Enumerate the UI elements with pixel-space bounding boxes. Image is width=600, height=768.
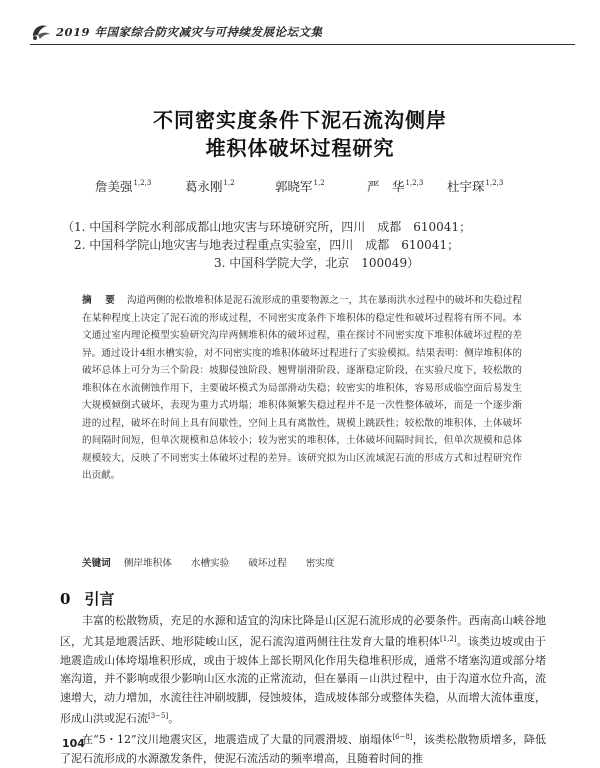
keyword: 水槽实验 [190, 558, 230, 569]
abstract [82, 292, 522, 485]
page-number: 104 [62, 737, 85, 750]
paragraph: 丰富的松散物质，充足的水源和适宜的沟床比降是山区泥石流形成的必要条件。西南高山峡谷地区，尤其是地震活跃、地形陡峻山区，泥石流沟道两侧往往发育大量的堆积体[1,2]。该类边坡或由于地震造成山体垮塌堆积形成，或由于坡体上部长期风化作用失稳堆积形成，通常不堵塞沟道或部分堵塞沟道，并不影响或很少影响山区水流的正常流动，但在暴雨－山洪过程中，由于沟道水位升高，流速增大，动力增加，水流往往冲刷坡脚，侵蚀坡体，造成坡体部分或整体失稳，从而增大流体重度，形成山洪或泥石流[3−5]。 [60, 614, 547, 726]
running-header [30, 20, 575, 46]
section-heading [60, 588, 114, 609]
author-list [95, 177, 525, 197]
section-number: 0 [60, 590, 71, 608]
author: 杜宇琛$^{1,2,3}$ [447, 179, 504, 194]
citation: [3−5] [148, 712, 169, 721]
author: 葛永刚$^{1,2}$ [185, 179, 235, 194]
keywords-label: 关键词 [82, 558, 111, 569]
keyword: 破坏过程 [248, 558, 287, 569]
author: 郭晓军$^{1,2}$ [275, 179, 325, 194]
citation: [6−8] [392, 733, 413, 742]
running-title: 2019 年国家综合防灾减灾与可持续发展论坛文集 [56, 25, 323, 39]
book-logo-icon [30, 22, 52, 42]
abstract-label: 摘 要 [82, 295, 117, 306]
paragraph: 在“5・12”汶川地震灾区，地震造成了大量的同震滑坡、崩塌体[6−8]，该类松散物质增多，降低了泥石流形成的水源激发条件，使泥石流活动的频率增高，且随着时间的推 [60, 733, 546, 765]
affiliation: （1. 中国科学院水利部成都山地灾害与环境研究所，四川 成都 610041； [62, 220, 472, 234]
citation: [1,2] [439, 635, 457, 644]
author: 詹美强$^{1,2,3}$ [95, 179, 152, 194]
abstract-text: 沟道两侧的松散堆积体是泥石流形成的重要物源之一，其在暴雨洪水过程中的破坏和失稳过程在某种程度上决定了泥石流的形成过程，不同密实度条件下堆积体的稳定性和破坏过程将有所不同。本文通过室内理论模型实验研究沟岸两侧堆积体的破坏过程，重在探讨不同密实度下堆积体破坏过程的差异。通过设计4组水槽实验，对不同密实度的堆积体破坏过程进行了实验模拟。结果表明：侧岸堆积体的破坏总体上可分为三个阶段：坡脚侵蚀阶段、翘臂崩滑阶段、逐渐稳定阶段，在实验尺度下，较松散的堆积体在水流侧蚀作用下，主要破坏模式为局部滑动失稳；较密实的堆积体，容易形成临空面后易发生大规模倾倒式破坏，表现为重力式坍塌；堆积体频繁失稳过程并不是一次性整体破坏，而是一个逐步渐进的过程，破坏在时间上具有间歇性，空间上具有离散性，规模上跳跃性；较松散的堆积体，土体破坏的间隔时间短，但单次规模和总体较小；较为密实的堆积体，土体破坏间隔时间长，但单次规模和总体规模较大，反映了不同密实土体破坏过程的差异。该研究拟为山区流域泥石流的形成方式和过程研究作出贡献。 [82, 295, 523, 481]
header-rule [30, 44, 575, 45]
keyword: 侧岸堆积体 [123, 558, 172, 569]
section-title: 引言 [84, 590, 115, 608]
keywords [82, 555, 522, 569]
keyword: 密实度 [305, 558, 335, 569]
paper-title-line2: 堆积体破坏过程研究 [205, 136, 395, 160]
affiliation: 2. 中国科学院山地灾害与地表过程重点实验室，四川 成都 610041； [74, 238, 460, 252]
affiliation: 3. 中国科学院大学，北京 100049） [214, 256, 420, 270]
paper-title-line1: 不同密实度条件下泥石流沟侧岸 [153, 108, 447, 132]
author: 严 华$^{1,2,3}$ [367, 179, 424, 194]
